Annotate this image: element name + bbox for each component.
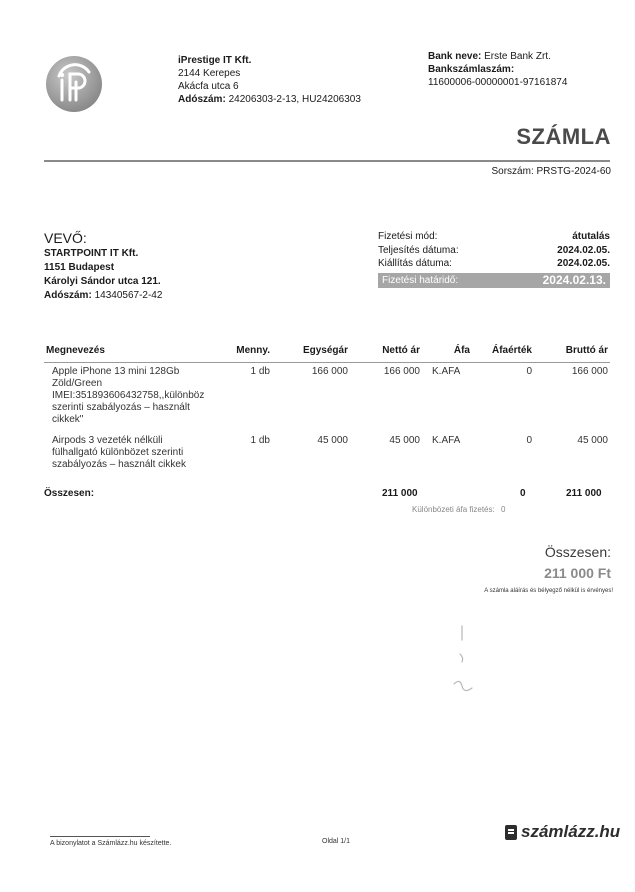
item-name: [44, 426, 222, 471]
due-date-label: Fizetési határidő:: [382, 274, 459, 286]
seller-tax-label: Adószám:: [178, 94, 226, 105]
col-header-gross: Bruttó ár: [534, 342, 610, 363]
item-unit-price: 166 000: [311, 366, 348, 377]
payment-method-value: átutalás: [572, 231, 610, 243]
item-unit-price: 45 000: [317, 435, 348, 446]
totals-gross: 211 000: [566, 488, 602, 499]
bank-account-value: 11600006-00000001-97161874: [428, 77, 568, 88]
buyer-heading: VEVŐ:: [44, 230, 87, 246]
header-divider: [44, 160, 610, 162]
seller-name: iPrestige IT Kft.: [178, 55, 252, 66]
totals-net: 211 000: [382, 488, 418, 499]
item-name-line: IMEI:351893606432758,,különböz: [52, 390, 205, 401]
brand-name: számlázz.hu: [521, 822, 621, 841]
bank-account-label: Bankszámlaszám:: [428, 64, 515, 75]
item-name-line: Apple iPhone 13 mini 128Gb: [52, 366, 180, 377]
item-name-line: Airpods 3 vezeték nélküli: [52, 435, 163, 446]
issue-date-label: Kiállítás dátuma:: [378, 258, 452, 270]
invoice-icon: [505, 825, 517, 840]
buyer-street: Károlyi Sándor utca 121.: [44, 276, 161, 287]
item-name-line: cikkek": [52, 414, 84, 425]
totals-label: Összesen:: [44, 488, 95, 499]
seller-street: Akácfa utca 6: [178, 81, 239, 92]
issue-date-value: 2024.02.05.: [557, 258, 610, 270]
footer-rule: [50, 836, 150, 837]
item-net: 166 000: [383, 366, 420, 377]
item-gross: 166 000: [571, 366, 608, 377]
serial-number: Sorszám: PRSTG-2024-60: [491, 166, 611, 177]
item-vat: K.AFA: [432, 435, 461, 446]
faint-pen-marks: [446, 620, 486, 700]
col-header-name: Megnevezés: [44, 342, 222, 363]
item-name-line: Zöld/Green: [52, 378, 103, 389]
item-net: 45 000: [389, 435, 420, 446]
item-name-line: fülhallgató különbözet szerinti: [52, 447, 184, 458]
col-header-qty: Menny.: [222, 342, 272, 363]
item-vat-amount: 0: [526, 435, 532, 446]
fulfilment-date-label: Teljesítés dátuma:: [378, 244, 459, 256]
seller-tax-value: 24206303-2-13, HU24206303: [228, 94, 361, 105]
buyer-block: [44, 230, 162, 303]
company-logo-mark: [46, 56, 102, 112]
item-vat: K.AFA: [432, 366, 461, 377]
margin-vat-line: [412, 505, 505, 514]
items-header-row: [44, 342, 610, 363]
page-number: Oldal 1/1: [322, 838, 351, 845]
bank-block: [428, 50, 567, 89]
fulfilment-date-value: 2024.02.05.: [557, 244, 610, 256]
margin-vat-value: 0: [500, 505, 506, 514]
buyer-zip-city: 1151 Budapest: [44, 262, 115, 273]
table-row: [44, 363, 610, 427]
items-table: [44, 342, 610, 471]
bank-name-label: Bank neve:: [428, 51, 482, 62]
item-name-line: szerinti szabályozás – használt: [52, 402, 190, 413]
col-header-vat: Áfa: [422, 342, 472, 363]
seller-zip-city: 2144 Kerepes: [178, 68, 241, 79]
col-header-vat-amount: Áfaérték: [472, 342, 534, 363]
buyer-tax-label: Adószám:: [44, 290, 92, 301]
payment-meta: [378, 230, 610, 288]
payment-method-label: Fizetési mód:: [378, 231, 438, 243]
item-name-line: szabályozás – használt cikkek: [52, 459, 186, 470]
item-name: [44, 363, 222, 427]
seller-block: [178, 54, 361, 106]
item-qty: 1 db: [250, 366, 270, 377]
totals-vat-amount: 0: [520, 488, 526, 499]
bank-name-value: Erste Bank Zrt.: [484, 51, 551, 62]
margin-vat-label: Különbözeti áfa fizetés:: [412, 505, 495, 514]
col-header-unit-price: Egységár: [272, 342, 350, 363]
due-date-bar: [378, 273, 610, 288]
item-qty: 1 db: [250, 435, 270, 446]
brand-logo: [505, 822, 620, 842]
buyer-name: STARTPOINT IT Kft.: [44, 248, 139, 259]
col-header-net: Nettó ár: [350, 342, 422, 363]
company-logo: [46, 56, 102, 112]
item-vat-amount: 0: [526, 366, 532, 377]
footer-credit: A bizonylatot a Számlázz.hu készítette.: [50, 840, 172, 847]
validity-note: A számla aláírás és bélyegző nélkül is érvényes!: [484, 588, 613, 594]
buyer-tax-value: 14340567-2-42: [94, 290, 163, 301]
item-gross: 45 000: [577, 435, 608, 446]
grand-total-value: 211 000 Ft: [544, 565, 611, 581]
grand-total-label: Összesen:: [544, 544, 611, 560]
due-date-value: 2024.02.13.: [542, 273, 606, 287]
document-title: SZÁMLA: [516, 124, 611, 149]
table-row: [44, 426, 610, 471]
